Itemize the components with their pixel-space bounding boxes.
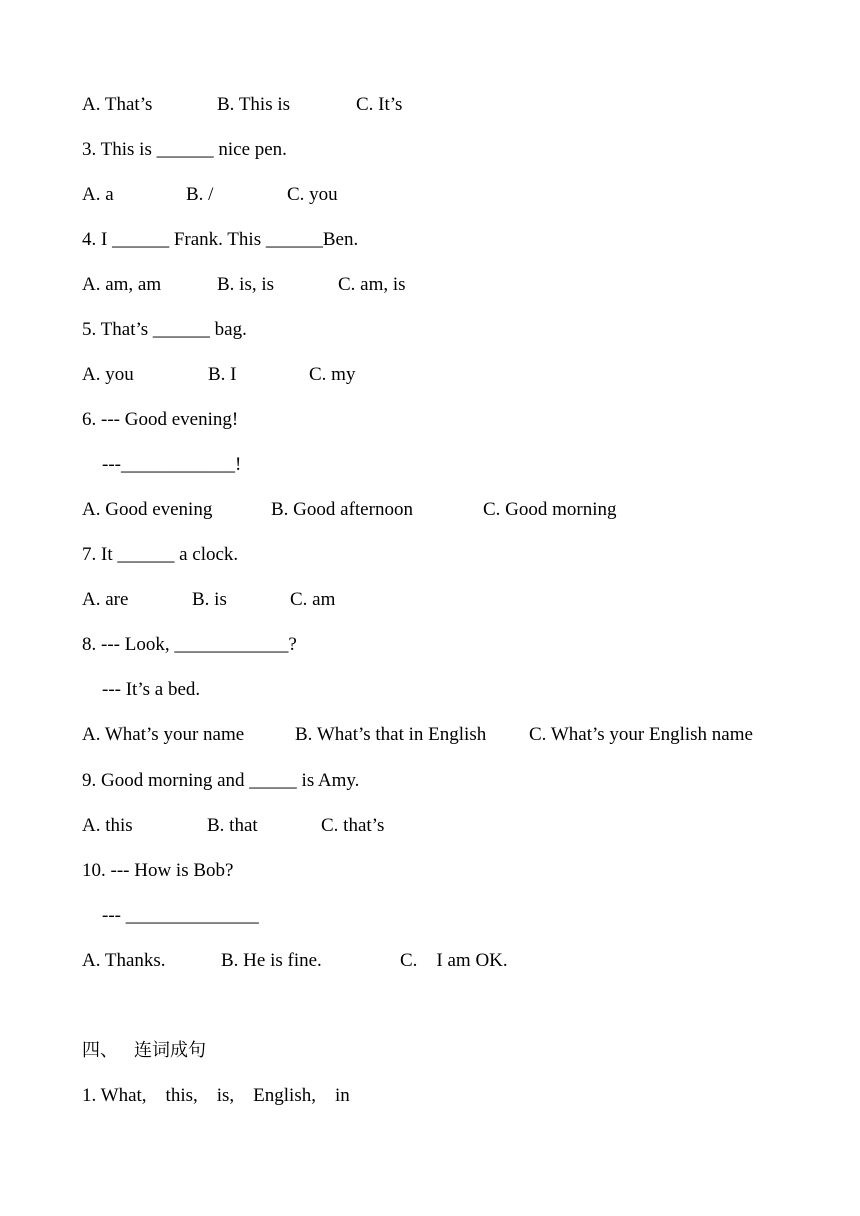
q7-option-b: B. is: [192, 589, 227, 610]
q10-option-c: C. I am OK.: [400, 950, 508, 971]
q6-answer-blank: ---____________!: [102, 454, 242, 475]
section-4-heading: [0, 1039, 206, 1063]
q10-options: [0, 949, 508, 973]
q8-option-b: B. What’s that in English: [295, 724, 487, 745]
q9-option-a: A. this: [82, 815, 133, 836]
q2-option-b: B. This is: [217, 94, 291, 115]
q5-option-b: B. I: [208, 364, 237, 385]
q7-option-a: A. are: [82, 589, 129, 610]
q3-text: 3. This is ______ nice pen.: [82, 139, 287, 160]
q3-options: [0, 183, 338, 207]
q3-question: [0, 138, 287, 162]
section-4-q1: [0, 1084, 350, 1108]
q3-option-c: C. you: [287, 184, 338, 205]
q2-options: [0, 93, 403, 117]
q10-question: [0, 859, 234, 883]
q6-answer-line: [0, 453, 242, 477]
q8-question: [0, 633, 297, 657]
q9-question: [0, 769, 360, 793]
q5-option-c: C. my: [309, 364, 356, 385]
q7-text: 7. It ______ a clock.: [82, 544, 239, 565]
q8-option-c: C. What’s your English name: [529, 724, 753, 745]
q4-text: 4. I ______ Frank. This ______Ben.: [82, 229, 359, 250]
q7-options: [0, 588, 336, 612]
q8-option-a: A. What’s your name: [82, 724, 245, 745]
q8-text: 8. --- Look, ____________?: [82, 634, 297, 655]
q7-question: [0, 543, 239, 567]
q9-options: [0, 814, 385, 838]
q10-text: 10. --- How is Bob?: [82, 860, 234, 881]
q10-option-a: A. Thanks.: [82, 950, 166, 971]
q10-answer-blank: --- ______________: [102, 905, 259, 926]
q4-option-c: C. am, is: [338, 274, 406, 295]
section-4-number: 四、: [82, 1040, 118, 1061]
section-4-q1-words: 1. What, this, is, English, in: [82, 1085, 350, 1106]
q5-question: [0, 318, 247, 342]
q9-option-c: C. that’s: [321, 815, 385, 836]
q10-option-b: B. He is fine.: [221, 950, 322, 971]
q2-option-c: C. It’s: [356, 94, 403, 115]
q8-options: [0, 723, 753, 747]
q6-question: [0, 408, 239, 432]
section-4-title: 连词成句: [134, 1040, 206, 1061]
q6-option-a: A. Good evening: [82, 499, 213, 520]
q9-text: 9. Good morning and _____ is Amy.: [82, 770, 360, 791]
q5-options: [0, 363, 356, 387]
q3-option-a: A. a: [82, 184, 114, 205]
q7-option-c: C. am: [290, 589, 336, 610]
q8-answer-line: [0, 678, 201, 702]
q6-option-b: B. Good afternoon: [271, 499, 413, 520]
q6-text: 6. --- Good evening!: [82, 409, 239, 430]
q10-answer-line: [0, 904, 259, 928]
q6-options: [0, 498, 617, 522]
q3-option-b: B. /: [186, 184, 214, 205]
q9-option-b: B. that: [207, 815, 258, 836]
q5-text: 5. That’s ______ bag.: [82, 319, 247, 340]
q4-options: [0, 273, 406, 297]
q4-option-a: A. am, am: [82, 274, 162, 295]
q5-option-a: A. you: [82, 364, 134, 385]
q2-option-a: A. That’s: [82, 94, 153, 115]
q4-question: [0, 228, 359, 252]
q6-option-c: C. Good morning: [483, 499, 617, 520]
q4-option-b: B. is, is: [217, 274, 275, 295]
q8-answer-text: --- It’s a bed.: [102, 679, 201, 700]
